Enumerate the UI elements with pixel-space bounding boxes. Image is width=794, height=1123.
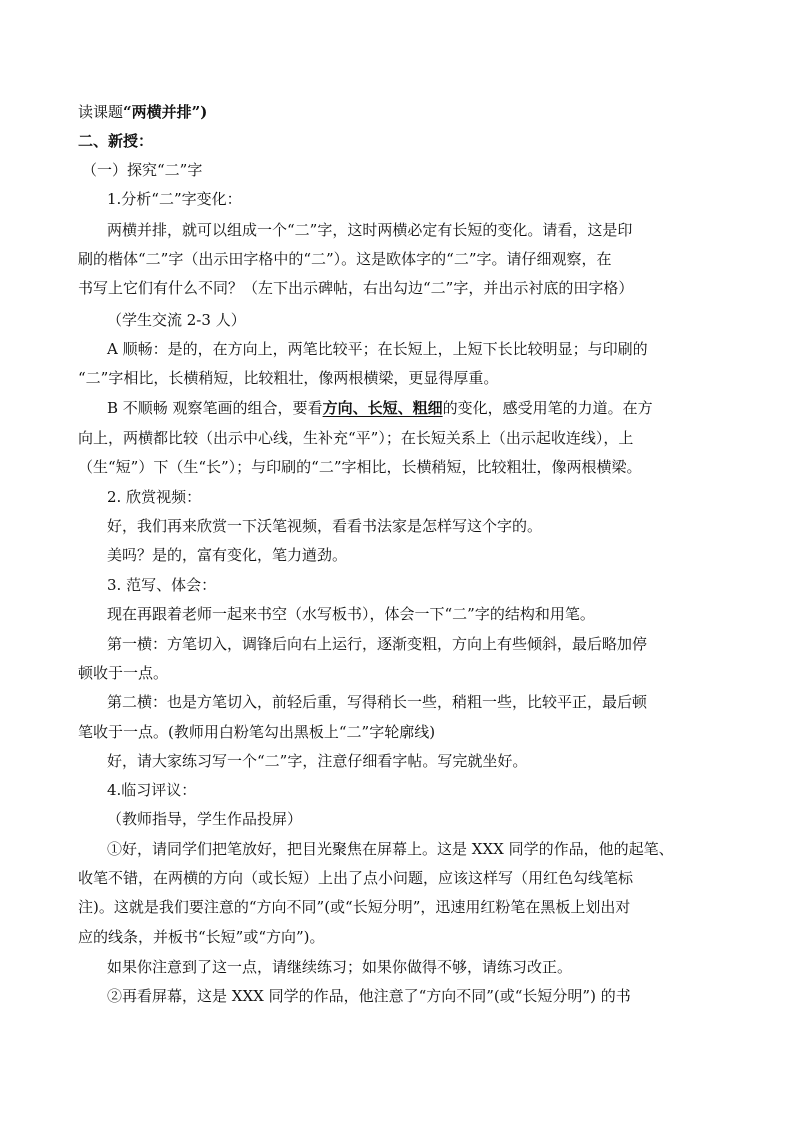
paragraph-line: 应的线条，并板书“长短”或“方向”)。 (78, 928, 325, 946)
paragraph-line: 第二横：也是方笔切入，前轻后重，写得稍长一些，稍粗一些，比较平正，最后顿 (107, 693, 648, 711)
paragraph-line: 两横并排，就可以组成一个“二”字，这时两横必定有长短的变化。请看，这是印 (107, 221, 633, 239)
line-suffix: 的变化，感受用笔的力道。在方 (442, 399, 653, 417)
paragraph-line: 第一横：方笔切入，调锋后向右上运行，逐渐变粗，方向上有些倾斜，最后略加停 (107, 635, 648, 653)
step-heading: 2. 欣赏视频： (107, 488, 202, 506)
step-heading: 4.临习评议： (107, 781, 197, 799)
section-heading: 二、新授： (78, 132, 154, 150)
paragraph-line: 向上，两横都比较（出示中心线，生补充“平”）；在长短关系上（出示起收连线），上 (78, 429, 634, 447)
line-prefix: B 不顺畅 观察笔画的组合，要看 (107, 399, 323, 417)
step-heading: 1.分析“二”字变化： (107, 190, 242, 208)
paragraph-line: 注)。这就是我们要注意的“方向不同”(或“长短分明”，迅速用红粉笔在黑板上划出对 (78, 898, 631, 916)
paragraph-line: 顿收于一点。 (78, 664, 169, 682)
paragraph-line: 刷的楷体“二”字（出示田字格中的“二”）。这是欧体字的“二”字。请仔细观察，在 (78, 250, 612, 268)
subsection-heading: （一）探究“二”字 (82, 161, 203, 179)
paragraph-line: A 顺畅：是的，在方向上，两笔比较平；在长短上，上短下长比较明显；与印刷的 (107, 340, 648, 358)
lesson-title: “两横并排”) (123, 103, 208, 121)
paragraph-line: （学生交流 2-3 人） (107, 311, 246, 329)
paragraph-line: 书写上它们有什么不同？（左下出示碑帖，右出勾边“二”字，并出示衬底的田字格） (78, 279, 634, 297)
lesson-title-prefix: 读课题 (78, 103, 124, 121)
paragraph-line: 美吗？是的，富有变化，笔力遒劲。 (107, 546, 348, 564)
underlined-keywords: 方向、长短、粗细 (322, 399, 443, 417)
paragraph-line: “二”字相比，长横稍短，比较粗壮，像两根横梁，更显得厚重。 (78, 369, 499, 387)
paragraph-line: ②再看屏幕，这是 XXX 同学的作品，他注意了“方向不同”(或“长短分明”) 的书 (107, 987, 631, 1005)
paragraph-line (107, 398, 653, 418)
paragraph-line: （生“短”）下（生“长”）；与印刷的“二”字相比，长横稍短，比较粗壮，像两根横梁。 (78, 458, 642, 476)
paragraph-line: ①好，请同学们把笔放好，把目光聚焦在屏幕上。这是 XXX 同学的作品，他的起笔、 (107, 840, 674, 858)
paragraph-line: 好，我们再来欣赏一下沃笔视频，看看书法家是怎样写这个字的。 (107, 517, 543, 535)
paragraph-line: 好，请大家练习写一个“二”字，注意仔细看字帖。写完就坐好。 (107, 752, 528, 770)
paragraph-line: 笔收于一点。(教师用白粉笔勾出黑板上“二”字轮廓线) (78, 723, 436, 741)
lesson-title-line (78, 102, 207, 122)
paragraph-line: 收笔不错，在两横的方向（或长短）上出了点小问题，应该这样写（用红色勾线笔标 (78, 869, 634, 887)
paragraph-line: 如果你注意到了这一点，请继续练习；如果你做得不够，请练习改正。 (107, 958, 573, 976)
step-heading: 3. 范写、体会： (107, 576, 217, 594)
paragraph-line: 现在再跟着老师一起来书空（水写板书），体会一下“二”字的结构和用笔。 (107, 605, 595, 623)
paragraph-line: （教师指导，学生作品投屏） (107, 810, 303, 828)
